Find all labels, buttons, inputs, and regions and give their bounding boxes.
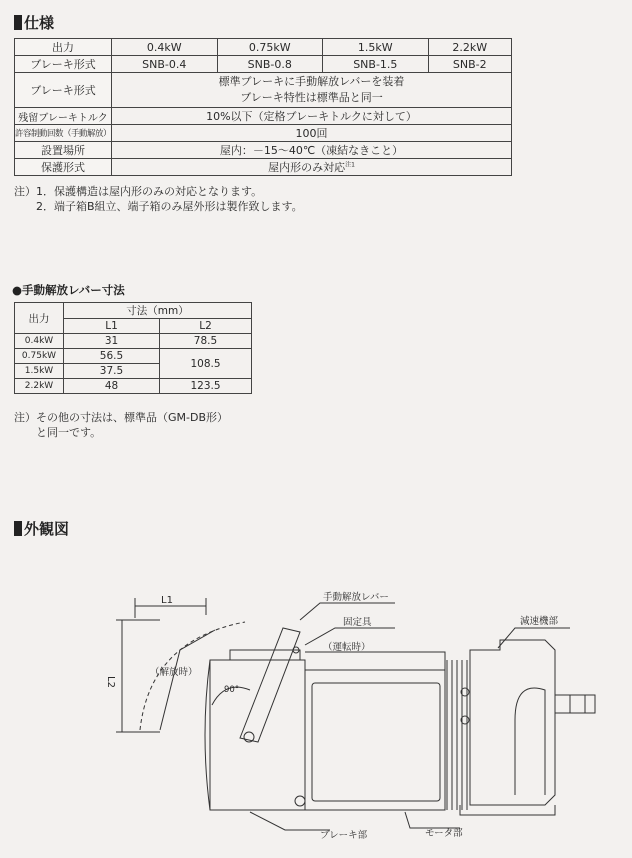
lever-cell-l1: 37.5	[64, 364, 160, 379]
spec-cell: SNB-0.8	[217, 56, 323, 73]
lever-cell-l2: 123.5	[160, 379, 252, 394]
lever-header-dims: 寸法（mm）	[64, 303, 252, 319]
lever-note: と同一です。	[14, 426, 102, 439]
lever-label: 手動解放レバー	[323, 592, 389, 603]
spec-col-header: 出力	[15, 39, 112, 56]
l1-label: L1	[161, 595, 173, 606]
spec-cell: 屋内形のみ対応$^{注1}$	[112, 159, 512, 176]
spec-row-label: 保護形式	[15, 159, 112, 176]
released-label: （解放時）	[150, 667, 198, 678]
lever-heading: ●手動解放レバー寸法	[12, 283, 125, 297]
spec-col-header: 0.4kW	[112, 39, 218, 56]
spec-row-label: ブレーキ形式	[15, 73, 112, 108]
l2-label: L2	[105, 676, 116, 688]
reducer-label: 減速機部	[520, 616, 559, 627]
spec-row-label: 設置場所	[15, 142, 112, 159]
motor-label: モータ部	[425, 828, 463, 839]
lever-cell-l2: 78.5	[160, 334, 252, 349]
cooling-fins	[447, 660, 467, 810]
lever-cell-output: 0.75kW	[15, 349, 64, 364]
brake-label: ブレーキ部	[320, 830, 368, 841]
spec-col-header: 0.75kW	[217, 39, 323, 56]
reducer-body	[470, 640, 555, 805]
spec-col-header: 1.5kW	[323, 39, 429, 56]
lever-header-output: 出力	[15, 303, 64, 334]
spec-row-label: 残留ブレーキトルク	[15, 108, 112, 125]
reducer-foot	[460, 805, 555, 815]
lever-cell-output: 2.2kW	[15, 379, 64, 394]
brake-housing	[210, 660, 305, 810]
motor-panel	[312, 683, 440, 801]
lever-cell-l2-merged: 108.5	[160, 349, 252, 379]
spec-brake-text-1: 標準ブレーキに手動解放レバーを装着	[218, 75, 405, 88]
reducer-face	[515, 688, 545, 795]
fixture-label: 固定具	[343, 617, 372, 628]
spec-note: 注）1．保護構造は屋内形のみの対応となります。	[14, 185, 263, 198]
appearance-heading: 外観図	[14, 518, 69, 539]
spec-brake-text-2: ブレーキ特性は標準品と同一	[240, 91, 383, 104]
spec-note: 2．端子箱B組立、端子箱のみ屋外形は製作致します。	[14, 200, 303, 213]
spec-row-label: ブレーキ形式	[15, 56, 112, 73]
lever-cell-output: 1.5kW	[15, 364, 64, 379]
spec-footnote-ref: 注1	[345, 161, 355, 169]
lever-cell-output: 0.4kW	[15, 334, 64, 349]
spec-cell: SNB-1.5	[323, 56, 429, 73]
spec-cell: SNB-2	[428, 56, 511, 73]
spec-cell: 10%以下（定格ブレーキトルクに対して）	[112, 108, 512, 125]
output-shaft	[555, 695, 595, 713]
lever-header-l1: L1	[64, 319, 160, 334]
motor-leader	[405, 812, 460, 828]
lever-header-l2: L2	[160, 319, 252, 334]
motor-bolt	[295, 796, 305, 806]
lever-cell-l1: 31	[64, 334, 160, 349]
motor-top	[305, 652, 445, 670]
spec-cell: 屋内：－15～40℃（凍結なきこと）	[112, 142, 512, 159]
lever-cell-l1: 48	[64, 379, 160, 394]
released-lever	[160, 630, 215, 730]
lever-note: 注）その他の寸法は、標準品（GM-DB形）	[14, 411, 228, 424]
angle-label: 90°	[224, 685, 240, 695]
lever-body	[240, 628, 300, 742]
spec-col-header: 2.2kW	[428, 39, 511, 56]
spec-row-label: 許容制動回数（手動解放）	[15, 125, 112, 142]
lever-cell-l1: 56.5	[64, 349, 160, 364]
spec-heading: 仕様	[14, 12, 54, 33]
motor-body	[305, 670, 445, 810]
brake-leader	[250, 812, 330, 830]
spec-cell: SNB-0.4	[112, 56, 218, 73]
spec-cell: 100回	[112, 125, 512, 142]
reducer-leader	[498, 628, 570, 648]
brake-cover	[205, 660, 210, 810]
running-label: （運転時）	[323, 642, 371, 653]
